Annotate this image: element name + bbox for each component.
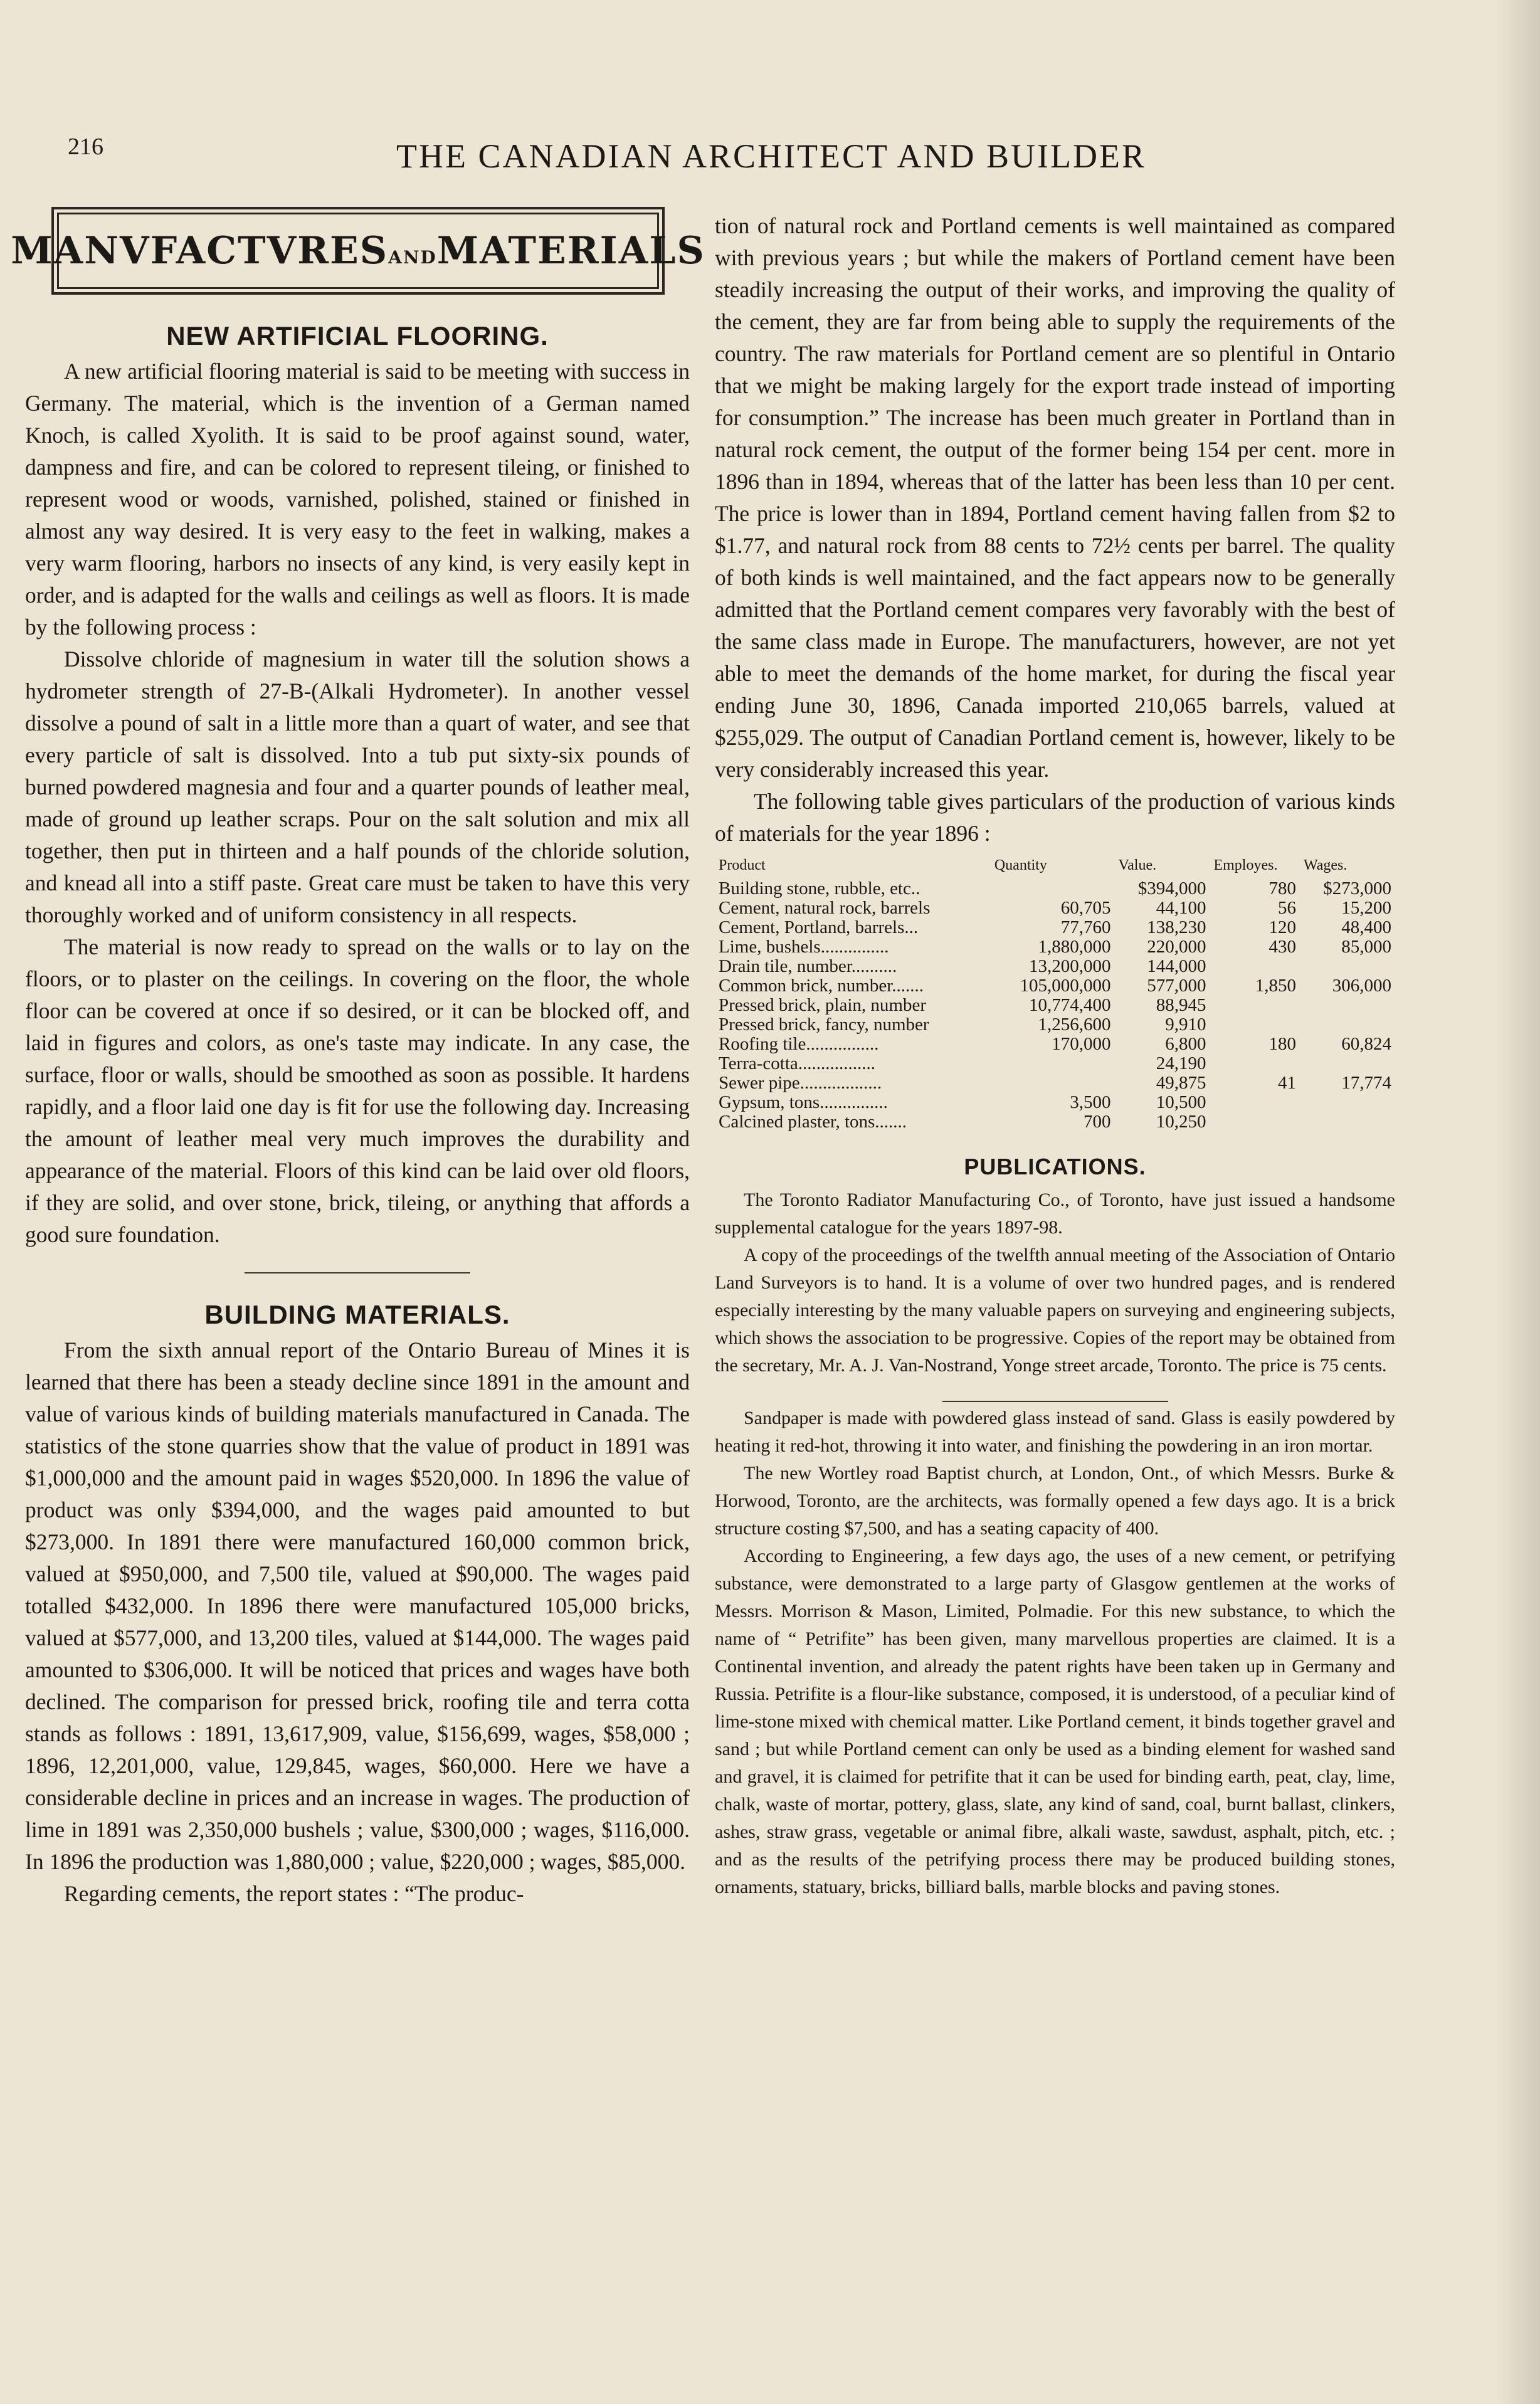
- cell-employes: 780: [1268, 878, 1296, 899]
- section-divider: [942, 1401, 1168, 1402]
- cell-wages: [1300, 996, 1395, 1015]
- cell-wages: 85,000: [1341, 937, 1391, 957]
- table-row: [715, 918, 1395, 937]
- flooring-heading: NEW ARTIFICIAL FLOORING.: [166, 321, 549, 351]
- cell-wages: 17,774: [1341, 1073, 1391, 1093]
- left-column: [11, 194, 705, 1910]
- cell-quantity: [991, 1054, 1115, 1073]
- cell-value: 88,945: [1156, 995, 1206, 1015]
- table-row: [715, 937, 1395, 957]
- cell-quantity: 105,000,000: [1020, 976, 1111, 996]
- cell-value: 220,000: [1147, 937, 1206, 957]
- cell-product: Gypsum, tons...............: [719, 1092, 888, 1112]
- table-row: [715, 957, 1395, 976]
- cell-employes: [1210, 1112, 1300, 1132]
- table-row: [715, 976, 1395, 996]
- cell-value: 9,910: [1165, 1015, 1206, 1035]
- cell-wages: [1300, 1015, 1395, 1035]
- cell-value: 44,100: [1156, 898, 1206, 918]
- cell-quantity: [991, 1073, 1115, 1093]
- cell-quantity: 1,256,600: [1038, 1015, 1111, 1035]
- cell-quantity: 10,774,400: [1028, 995, 1111, 1015]
- notes-paragraph-1: Sandpaper is made with powdered glass instead of sand. Glass is easily powdered by heating it red-hot, throwing it into water, and finishing the powdering in an iron mortar.: [715, 1408, 1395, 1456]
- cell-product: Building stone, rubble, etc..: [719, 878, 920, 899]
- table-body: [715, 879, 1395, 1132]
- building-paragraph-2-continued: tion of natural rock and Portland cements is well maintained as compared with previous years ; but while the makers of Portland cement have been steadily increasing the output of their works, and improving the quality of the cement, they are far from being able to supply the requirements of the country. The raw materials for Portland cement are so plentiful in Ontario that we might be making largely for the export trade instead of importing for consumption.” The increase has been much greater in Portland than in natural rock cement, the output of the former being 154 per cent. more in 1896 than in 1894, whereas that of the latter has been less than 10 per cent. The price is lower than in 1894, Portland cement having fallen from $2 to $1.77, and natural rock from 88 cents to 72½ cents per barrel. The quality of both kinds is well maintained, and the fact appears now to be generally admitted that the Portland cement compares very favorably with the best of the same class made in Europe. The manufacturers, however, are not yet able to meet the demands of the home market, for during the fiscal year ending June 30, 1896, Canada imported 210,065 barrels, valued at $255,029. The output of Canadian Portland cement is, however, likely to be very considerably increased this year.: [715, 213, 1395, 782]
- cell-value: $394,000: [1137, 878, 1206, 899]
- cell-value: 24,190: [1156, 1053, 1206, 1073]
- banner-and: AND: [388, 247, 437, 268]
- cell-wages: 306,000: [1332, 976, 1391, 996]
- cell-wages: 60,824: [1341, 1034, 1391, 1054]
- cell-value: 138,230: [1147, 917, 1206, 937]
- cell-employes: 120: [1268, 917, 1296, 937]
- cell-product: Roofing tile................: [719, 1034, 879, 1054]
- cell-employes: [1210, 957, 1300, 976]
- cell-wages: [1300, 1054, 1395, 1073]
- cell-wages: $273,000: [1323, 878, 1391, 899]
- cell-wages: 15,200: [1341, 898, 1391, 918]
- cell-product: Terra-cotta.................: [719, 1053, 876, 1073]
- cell-value: 10,250: [1156, 1112, 1206, 1132]
- table-header-row: [715, 856, 1395, 879]
- right-column: [715, 210, 1395, 1901]
- cell-product: Cement, natural rock, barrels: [719, 898, 931, 918]
- table-row: [715, 996, 1395, 1015]
- cell-quantity: 13,200,000: [1028, 956, 1111, 976]
- building-paragraph-1: From the sixth annual report of the Ontario Bureau of Mines it is learned that there has been a steady decline since 1891 in the amount and value of various kinds of building materials manufactured in Canada. The statistics of the stone quarries show that the value of product in 1891 was $1,000,000 and the amount paid in wages $520,000. In 1896 the value of product was only $394,000, and the wages paid amounted to but $273,000. In 1891 there were manufactured 160,000 common brick, valued at $950,000, and 7,500 tile, valued at $90,000. The wages paid totalled $432,000. In 1896 there were manufactured 105,000 bricks, valued at $577,000, and 13,200 tiles, valued at $144,000. The wages paid amounted to $306,000. It will be noticed that prices and wages have both declined. The comparison for pressed brick, roofing tile and terra cotta stands as follows : 1891, 13,617,909, value, $156,699, wages, $58,000 ; 1896, 12,201,000, value, 129,845, wages, $60,000. Here we have a considerable decline in prices and an increase in wages. The production of lime in 1891 was 2,350,000 bushels ; value, $300,000 ; wages, $116,000. In 1896 the production was 1,880,000 ; value, $220,000 ; wages, $85,000.: [25, 1337, 690, 1874]
- publications-paragraph-1: The Toronto Radiator Manufacturing Co., of Toronto, have just issued a handsome supplemental catalogue for the years 1897-98.: [715, 1189, 1395, 1238]
- cell-employes: [1210, 996, 1300, 1015]
- cell-product: Drain tile, number..........: [719, 956, 897, 976]
- cell-employes: [1210, 1054, 1300, 1073]
- table-row: [715, 879, 1395, 899]
- flooring-paragraph-2: Dissolve chloride of magnesium in water till the solution shows a hydrometer strength of 27-B-(Alkali Hydrometer). In another vessel dissolve a pound of salt in a little more than a quart of water, and see that every particle of salt is dissolved. Into a tub put sixty-six pounds of burned powdered magnesia and four and a quarter pounds of leather meal, made of ground up leather scraps. Pour on the salt solution and mix all together, then put in thirteen and a half pounds of the chloride solution, and knead all into a stiff paste. Great care must be taken to have this very thoroughly worked and of uniform consistency in all respects.: [25, 646, 690, 927]
- cell-employes: 430: [1268, 937, 1296, 957]
- section-banner: [11, 207, 705, 295]
- header-product: Product: [719, 857, 766, 873]
- cell-value: 6,800: [1165, 1034, 1206, 1054]
- page-edge-shadow: [1496, 0, 1540, 2404]
- table-row: [715, 1054, 1395, 1073]
- cell-product: Pressed brick, fancy, number: [719, 1015, 929, 1035]
- section-divider: [245, 1272, 470, 1273]
- cell-product: Pressed brick, plain, number: [719, 995, 927, 1015]
- production-table: [715, 856, 1395, 1132]
- cell-employes: 41: [1277, 1073, 1296, 1093]
- cell-quantity: [991, 879, 1115, 899]
- notes-paragraph-2: The new Wortley road Baptist church, at London, Ont., of which Messrs. Burke & Horwood, Toronto, are the architects, was formally opened a few days ago. It is a brick structure costing $7,500, and has a seating capacity of 400.: [715, 1463, 1395, 1539]
- building-paragraph-3: The following table gives particulars of the production of various kinds of materials for the year 1896 :: [715, 789, 1395, 846]
- notes-paragraph-3: According to Engineering, a few days ago, the uses of a new cement, or petrifying substance, were demonstrated to a large party of Glasgow gentlemen at the works of Messrs. Morrison & Mason, Limited, Polmadie. For this new substance, to which the name of “ Petrifite” has been given, many marvellous properties are claimed. It is a Continental invention, and already the patent rights have been taken up in Germany and Russia. Petrifite is a flour-like substance, composed, it is understood, of a peculiar kind of lime-stone mixed with chemical matter. Like Portland cement, it binds together gravel and sand ; but while Portland cement can only be used as a binding element for washed sand and gravel, it is claimed for petrifite that it can be used for binding earth, peat, clay, lime, chalk, waste of mortar, pottery, glass, slate, any kind of sand, coal, burnt ballast, clinkers, ashes, straw grass, vegetable or animal fibre, alkali waste, sawdust, asphalt, pitch, etc. ; and as the results of the petrifying process there may be produced building stones, ornaments, statuary, bricks, billiard balls, marble blocks and paving stones.: [715, 1546, 1395, 1897]
- banner-title: [11, 229, 705, 273]
- header-quantity: Quantity: [994, 857, 1047, 873]
- cell-product: Cement, Portland, barrels...: [719, 917, 919, 937]
- cell-wages: 48,400: [1341, 917, 1391, 937]
- banner-right: MATERIALS: [436, 229, 705, 273]
- cell-product: Sewer pipe..................: [719, 1073, 882, 1093]
- table-row: [715, 1073, 1395, 1093]
- cell-quantity: 77,760: [1060, 917, 1111, 937]
- cell-employes: 180: [1268, 1034, 1296, 1054]
- notes-text: [715, 1405, 1395, 1901]
- cell-employes: 1,850: [1255, 976, 1296, 996]
- cell-quantity: 700: [1083, 1112, 1111, 1132]
- cell-quantity: 60,705: [1060, 898, 1111, 918]
- building-paragraph-2-start: Regarding cements, the report states : “The produc-: [64, 1881, 524, 1906]
- publications-paragraph-2: A copy of the proceedings of the twelfth annual meeting of the Association of Ontario Land Surveyors is to hand. It is a volume of over two hundred pages, and is rendered especially interesting by the many valuable papers on surveying and engineering subjects, which shows the association to be progressive. Copies of the report may be obtained from the secretary, Mr. A. J. Van-Nostrand, Yonge street arcade, Toronto. The price is 75 cents.: [715, 1245, 1395, 1376]
- cell-wages: [1300, 1112, 1395, 1132]
- cell-employes: [1210, 1093, 1300, 1112]
- table-row: [715, 899, 1395, 918]
- header-value: Value.: [1118, 857, 1157, 873]
- cell-wages: [1300, 957, 1395, 976]
- cell-value: 577,000: [1147, 976, 1206, 996]
- cell-employes: [1210, 1015, 1300, 1035]
- cell-value: 10,500: [1156, 1092, 1206, 1112]
- flooring-paragraph-1: A new artificial flooring material is said to be meeting with success in Germany. The material, which is the invention of a German named Knoch, is called Xyolith. It is said to be proof against sound, water, dampness and fire, and can be colored to represent tileing, or finished to represent wood or woods, varnished, polished, stained or finished in almost any way desired. It is very easy to the feet in walking, makes a very warm flooring, harbors no insects of any kind, is very easily kept in order, and is adapted for the walls and ceilings as well as floors. It is made by the following process :: [25, 359, 690, 640]
- building-heading: BUILDING MATERIALS.: [204, 1300, 510, 1329]
- cell-value: 144,000: [1147, 956, 1206, 976]
- table-row: [715, 1015, 1395, 1035]
- cell-quantity: 1,880,000: [1038, 937, 1111, 957]
- cell-wages: [1300, 1093, 1395, 1112]
- cell-quantity: 3,500: [1070, 1092, 1111, 1112]
- cell-value: 49,875: [1156, 1073, 1206, 1093]
- table-row: [715, 1112, 1395, 1132]
- running-title: THE CANADIAN ARCHITECT AND BUILDER: [396, 137, 1146, 175]
- cell-product: Common brick, number.......: [719, 976, 924, 996]
- header-wages: Wages.: [1303, 857, 1347, 873]
- publications-text: [715, 1186, 1395, 1379]
- flooring-paragraph-3: The material is now ready to spread on the walls or to lay on the floors, or to plaster on the ceilings. In covering on the floor, the whole floor can be covered at once if so desired, or it can be blocked off, and laid in figures and colors, as one's taste may indicate. In any case, the surface, floor or walls, should be smoothed as soon as possible. It hardens rapidly, and a floor laid one day is fit for use the following day. Increasing the amount of leather meal very much improves the durability and appearance of the material. Floors of this kind can be laid over old floors, if they are solid, and over stone, brick, tileing, or anything that affords a good sure foundation.: [25, 934, 690, 1247]
- banner-left: MANVFACTVRES: [11, 229, 389, 273]
- cell-product: Calcined plaster, tons.......: [719, 1112, 907, 1132]
- header-employes: Employes.: [1213, 857, 1278, 873]
- table-row: [715, 1035, 1395, 1054]
- cell-employes: 56: [1277, 898, 1296, 918]
- cell-product: Lime, bushels...............: [719, 937, 889, 957]
- publications-heading: PUBLICATIONS.: [964, 1154, 1146, 1179]
- page-number: 216: [68, 134, 103, 160]
- cell-quantity: 170,000: [1052, 1034, 1111, 1054]
- table-row: [715, 1093, 1395, 1112]
